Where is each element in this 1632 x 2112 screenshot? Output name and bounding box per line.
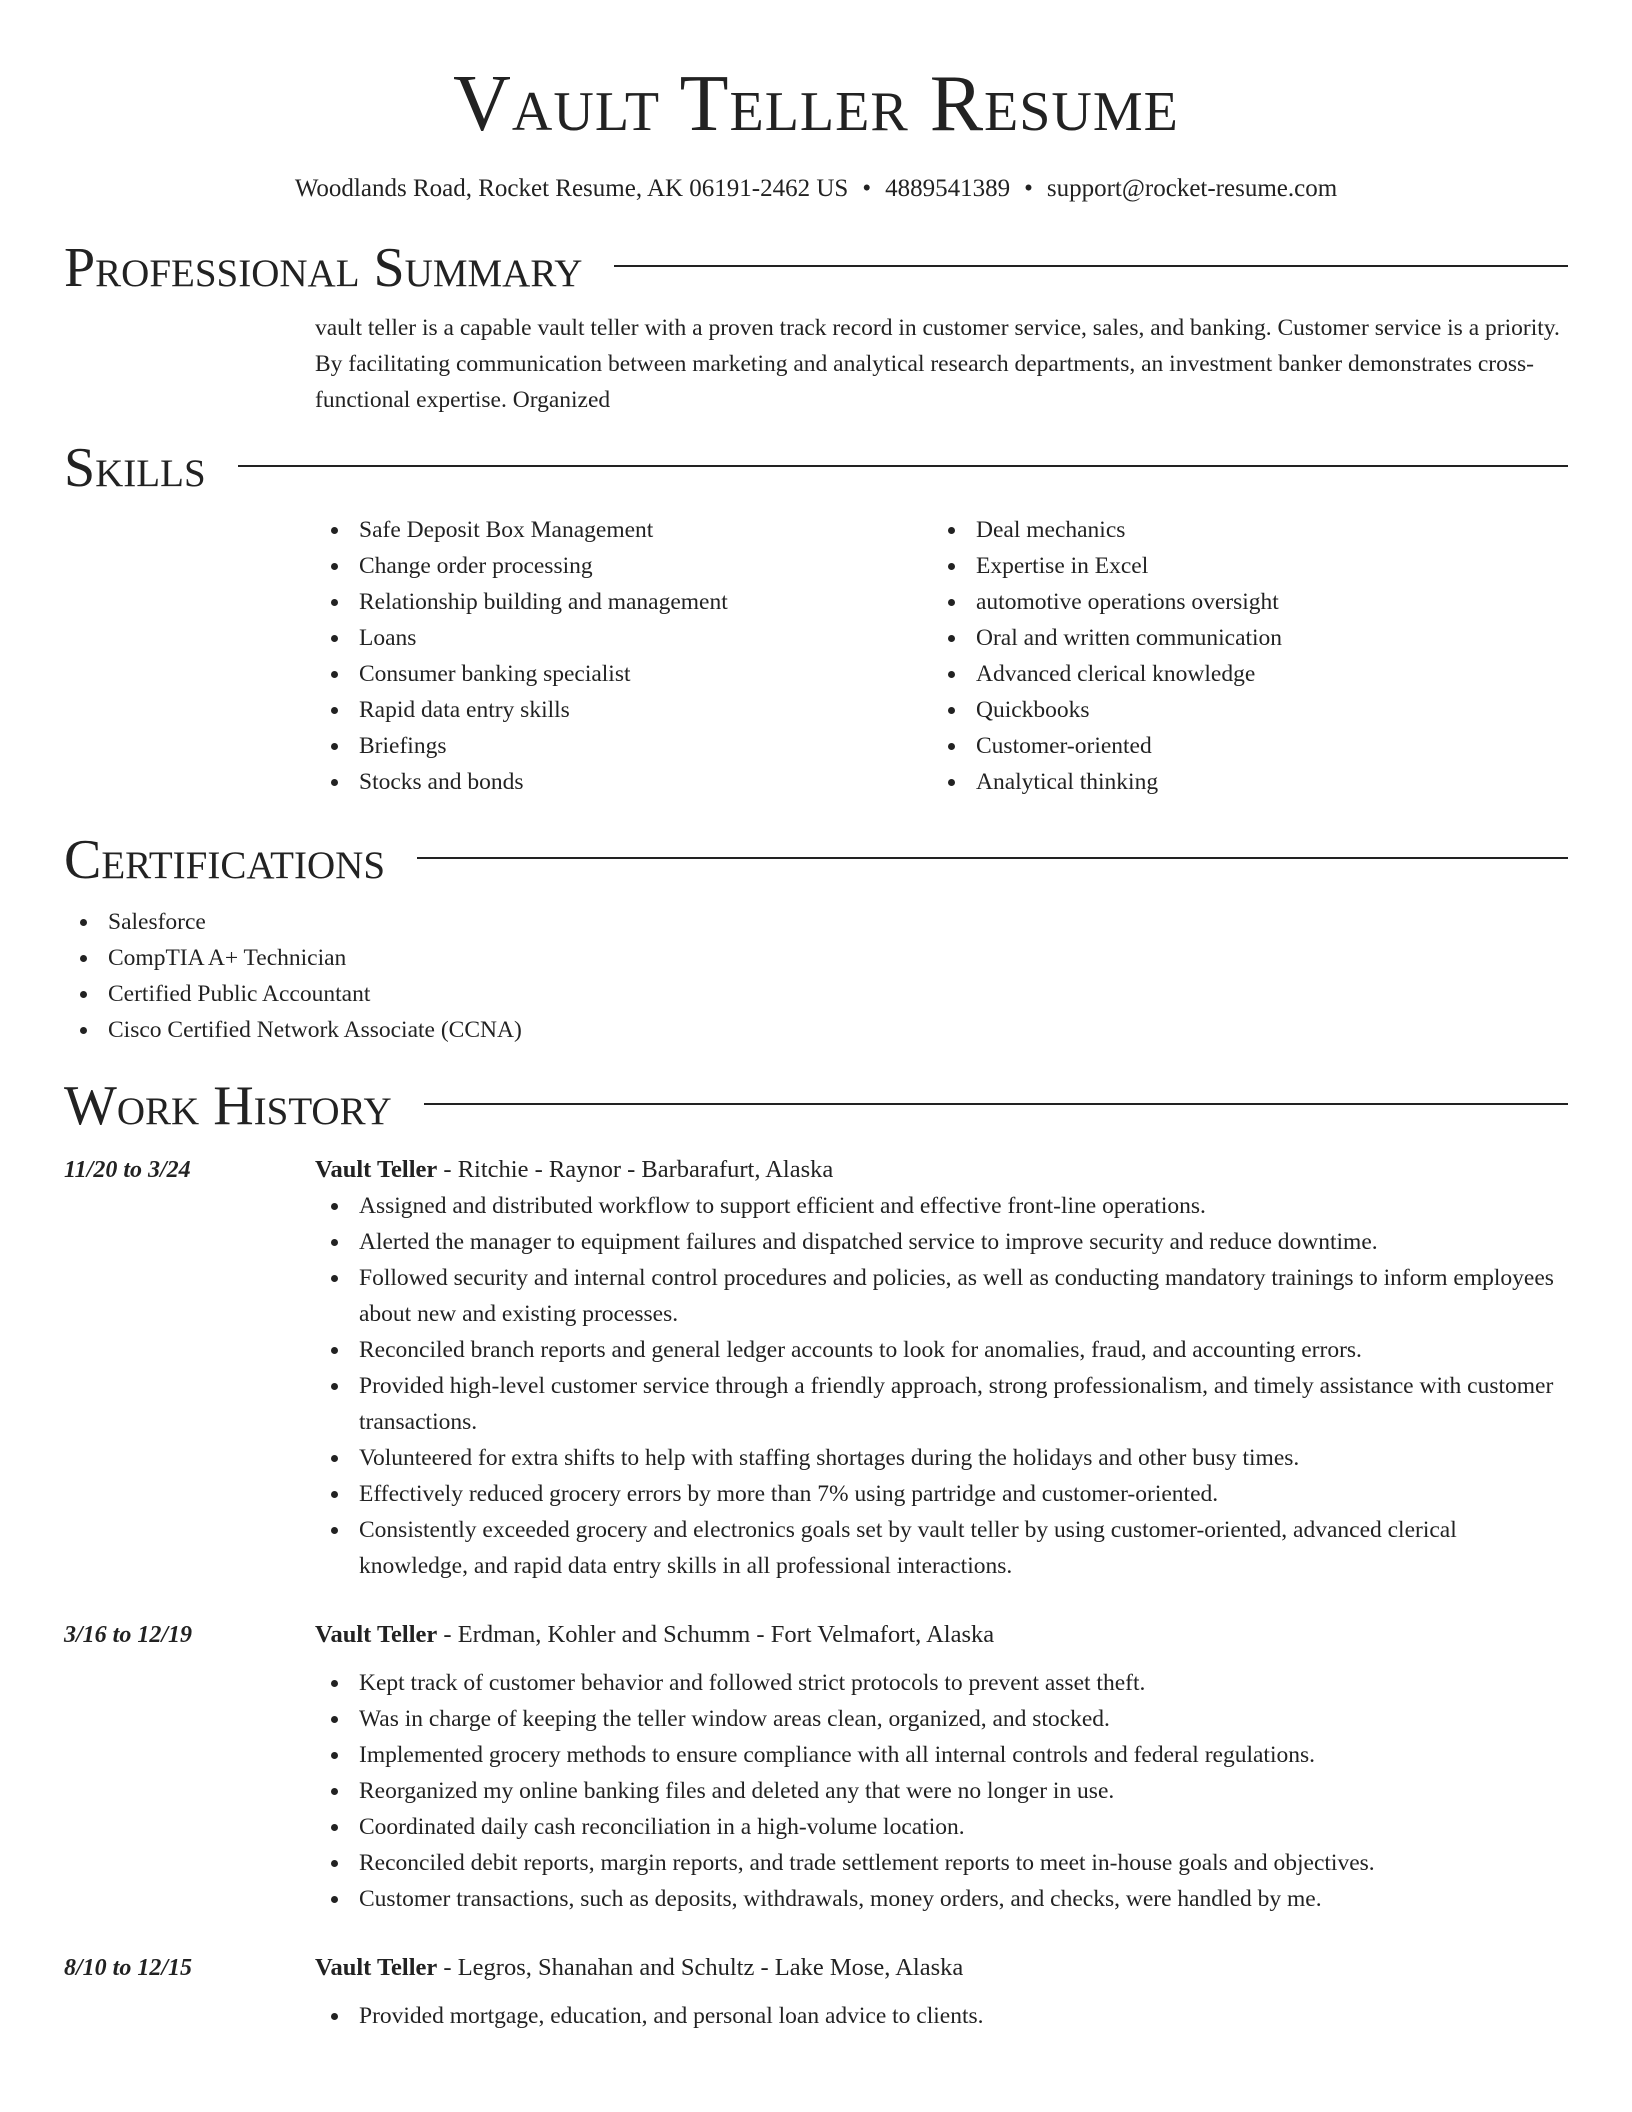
job-body <box>315 1152 1568 1584</box>
job-company: - Erdman, Kohler and Schumm - Fort Velmafort, Alaska <box>437 1621 995 1648</box>
certification-item: Cisco Certified Network Associate (CCNA) <box>64 1012 1568 1048</box>
job-bullet: Effectively reduced grocery errors by more than 7% using partridge and customer-oriented. <box>315 1476 1568 1512</box>
skill-item: Deal mechanics <box>932 512 1549 548</box>
job-title: Vault Teller <box>315 1156 438 1183</box>
skill-item: Customer-oriented <box>932 728 1549 764</box>
section-divider <box>424 1103 1568 1105</box>
job-entry <box>64 1152 1568 1584</box>
job-bullet: Kept track of customer behavior and followed strict protocols to prevent asset theft. <box>315 1665 1568 1701</box>
contact-separator: • <box>862 175 872 202</box>
job-dates: 3/16 to 12/19 <box>64 1622 193 1648</box>
summary-text: vault teller is a capable vault teller with a proven track record in customer service, sales, and banking. Customer service is a priority. By facilitating communication between marketing and analytical research departments, an investment banker demonstrates cross-functional expertise. Organized <box>315 315 1560 413</box>
section-divider <box>614 265 1568 267</box>
job-entry <box>64 1950 1568 2034</box>
skill-item: Analytical thinking <box>932 764 1549 800</box>
job-body <box>315 1950 1568 2034</box>
work-history-heading <box>64 1074 1568 1138</box>
skills-list-left <box>315 512 932 800</box>
job-body <box>315 1617 1568 1917</box>
resume-page <box>64 0 1568 2034</box>
job-bullet: Implemented grocery methods to ensure compliance with all internal controls and federal regulations. <box>315 1737 1568 1773</box>
job-bullet: Reorganized my online banking files and deleted any that were no longer in use. <box>315 1773 1568 1809</box>
skill-item: Rapid data entry skills <box>315 692 932 728</box>
job-heading <box>315 1617 1568 1653</box>
job-bullet: Reconciled branch reports and general ledger accounts to look for anomalies, fraud, and accounting errors. <box>315 1332 1568 1368</box>
certification-item: Salesforce <box>64 904 1568 940</box>
skill-item: Expertise in Excel <box>932 548 1549 584</box>
contact-email: support@rocket-resume.com <box>1046 175 1338 202</box>
skill-item: Safe Deposit Box Management <box>315 512 932 548</box>
job-bullet: Provided high-level customer service through a friendly approach, strong professionalism, and timely assistance with customer transactions. <box>315 1368 1568 1440</box>
job-bullet: Reconciled debit reports, margin reports, and trade settlement reports to meet in-house goals and objectives. <box>315 1845 1568 1881</box>
job-bullet: Coordinated daily cash reconciliation in a high-volume location. <box>315 1809 1568 1845</box>
certifications-heading <box>64 828 1568 892</box>
job-bullet: Volunteered for extra shifts to help with staffing shortages during the holidays and other busy times. <box>315 1440 1568 1476</box>
certifications-title: Certifications <box>64 829 386 891</box>
job-bullet: Customer transactions, such as deposits, withdrawals, money orders, and checks, were handled by me. <box>315 1881 1568 1917</box>
skills-section <box>64 436 1568 800</box>
skill-item: Quickbooks <box>932 692 1549 728</box>
summary-heading <box>64 236 1568 300</box>
certification-item: CompTIA A+ Technician <box>64 940 1568 976</box>
certification-item: Certified Public Accountant <box>64 976 1568 1012</box>
skill-item: Advanced clerical knowledge <box>932 656 1549 692</box>
skills-title: Skills <box>64 437 206 499</box>
contact-phone: 4889541389 <box>885 175 1011 202</box>
certifications-section <box>64 828 1568 1048</box>
summary-section <box>64 236 1568 418</box>
job-entry <box>64 1617 1568 1917</box>
skill-item: Briefings <box>315 728 932 764</box>
skills-heading <box>64 436 1568 500</box>
skill-item: automotive operations oversight <box>932 584 1549 620</box>
contact-separator: • <box>1024 175 1033 202</box>
job-title: Vault Teller <box>315 1954 438 1981</box>
skills-grid <box>315 512 1568 800</box>
resume-title: Vault Teller Resume <box>453 60 1179 148</box>
contact-line <box>64 174 1568 204</box>
skill-item: Consumer banking specialist <box>315 656 932 692</box>
work-history-title: Work History <box>64 1075 392 1137</box>
job-bullets <box>315 1998 1568 2034</box>
certifications-list <box>64 904 1568 1048</box>
skill-item: Oral and written communication <box>932 620 1549 656</box>
job-dates: 8/10 to 12/15 <box>64 1955 193 1981</box>
job-title: Vault Teller <box>315 1621 438 1648</box>
skill-item: Change order processing <box>315 548 932 584</box>
job-dates: 11/20 to 3/24 <box>64 1157 191 1183</box>
job-heading <box>315 1950 1568 1986</box>
skill-item: Stocks and bonds <box>315 764 932 800</box>
section-divider <box>417 857 1568 859</box>
job-bullet: Provided mortgage, education, and personal loan advice to clients. <box>315 1998 1568 2034</box>
job-company: - Ritchie - Raynor - Barbarafurt, Alaska <box>437 1156 834 1183</box>
skill-item: Loans <box>315 620 932 656</box>
job-bullet: Followed security and internal control procedures and policies, as well as conducting mandatory trainings to inform employees about new and existing processes. <box>315 1260 1568 1332</box>
job-bullet: Was in charge of keeping the teller window areas clean, organized, and stocked. <box>315 1701 1568 1737</box>
job-bullets <box>315 1188 1568 1584</box>
work-history-section <box>64 1074 1568 2034</box>
job-bullet: Consistently exceeded grocery and electronics goals set by vault teller by using customer-oriented, advanced clerical knowledge, and rapid data entry skills in all professional interactions. <box>315 1512 1568 1584</box>
job-heading <box>315 1152 1568 1188</box>
section-divider <box>238 465 1568 467</box>
contact-address: Woodlands Road, Rocket Resume, AK 06191-2462 US <box>294 175 849 202</box>
skills-list-right <box>932 512 1549 800</box>
job-company: - Legros, Shanahan and Schultz - Lake Mose, Alaska <box>437 1954 964 1981</box>
summary-title: Professional Summary <box>64 237 583 299</box>
skill-item: Relationship building and management <box>315 584 932 620</box>
job-bullets <box>315 1665 1568 1917</box>
job-bullet: Alerted the manager to equipment failures and dispatched service to improve security and reduce downtime. <box>315 1224 1568 1260</box>
job-bullet: Assigned and distributed workflow to support efficient and effective front-line operations. <box>315 1188 1568 1224</box>
